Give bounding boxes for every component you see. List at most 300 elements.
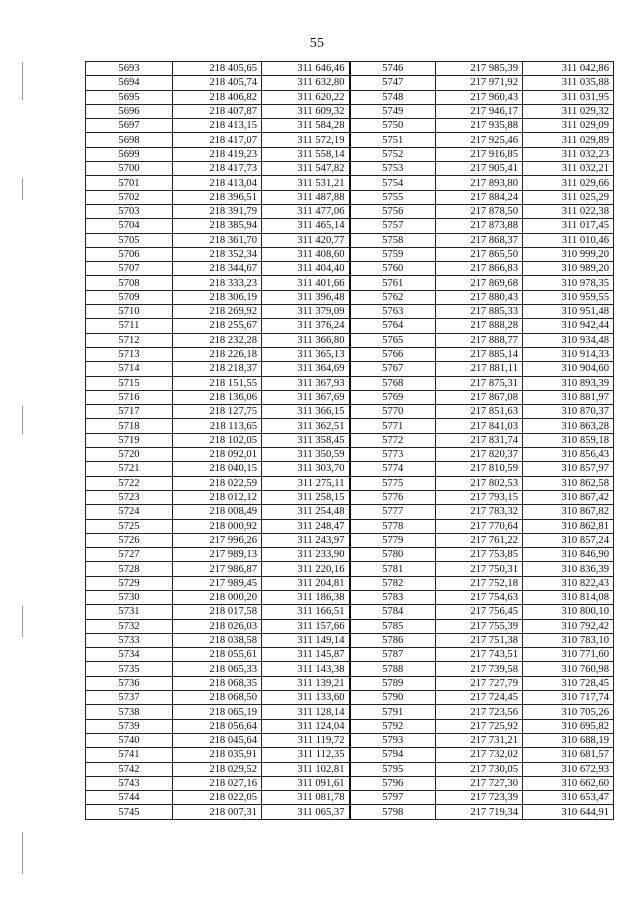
x-coordinate-cell: 218 029,52 <box>173 762 262 776</box>
x-coordinate-cell: 217 875,31 <box>436 376 523 390</box>
point-number-cell: 5763 <box>350 305 436 319</box>
point-number-cell: 5723 <box>86 490 173 504</box>
x-coordinate-cell: 218 007,31 <box>173 805 262 819</box>
point-number-cell: 5760 <box>350 262 436 276</box>
y-coordinate-cell: 311 128,14 <box>262 705 350 719</box>
table-row <box>86 733 614 747</box>
point-number-cell: 5707 <box>86 262 173 276</box>
y-coordinate-cell: 311 133,60 <box>262 691 350 705</box>
x-coordinate-cell: 217 867,08 <box>436 390 523 404</box>
point-number-cell: 5695 <box>86 90 173 104</box>
x-coordinate-cell: 217 725,92 <box>436 719 523 733</box>
y-coordinate-cell: 310 999,20 <box>523 247 614 261</box>
y-coordinate-cell: 311 233,90 <box>262 548 350 562</box>
y-coordinate-cell: 311 035,88 <box>523 76 614 90</box>
x-coordinate-cell: 218 406,82 <box>173 90 262 104</box>
point-number-cell: 5708 <box>86 276 173 290</box>
y-coordinate-cell: 311 029,09 <box>523 119 614 133</box>
y-coordinate-cell: 311 248,47 <box>262 519 350 533</box>
x-coordinate-cell: 217 755,39 <box>436 619 523 633</box>
y-coordinate-cell: 311 477,06 <box>262 204 350 218</box>
y-coordinate-cell: 310 857,97 <box>523 462 614 476</box>
table-row <box>86 305 614 319</box>
x-coordinate-cell: 217 888,28 <box>436 319 523 333</box>
table-row <box>86 333 614 347</box>
point-number-cell: 5733 <box>86 633 173 647</box>
x-coordinate-cell: 217 960,43 <box>436 90 523 104</box>
margin-mark <box>22 832 23 874</box>
point-number-cell: 5693 <box>86 62 173 76</box>
y-coordinate-cell: 310 783,10 <box>523 633 614 647</box>
table-row <box>86 562 614 576</box>
table-row <box>86 433 614 447</box>
y-coordinate-cell: 311 531,21 <box>262 176 350 190</box>
x-coordinate-cell: 217 986,87 <box>173 562 262 576</box>
x-coordinate-cell: 217 866,83 <box>436 262 523 276</box>
point-number-cell: 5746 <box>350 62 436 76</box>
point-number-cell: 5737 <box>86 691 173 705</box>
x-coordinate-cell: 217 753,85 <box>436 548 523 562</box>
x-coordinate-cell: 218 413,15 <box>173 119 262 133</box>
point-number-cell: 5736 <box>86 676 173 690</box>
table-row <box>86 691 614 705</box>
y-coordinate-cell: 310 695,82 <box>523 719 614 733</box>
point-number-cell: 5714 <box>86 362 173 376</box>
x-coordinate-cell: 218 038,58 <box>173 633 262 647</box>
y-coordinate-cell: 311 572,19 <box>262 133 350 147</box>
x-coordinate-cell: 217 971,92 <box>436 76 523 90</box>
y-coordinate-cell: 310 792,42 <box>523 619 614 633</box>
point-number-cell: 5728 <box>86 562 173 576</box>
point-number-cell: 5755 <box>350 190 436 204</box>
x-coordinate-cell: 218 022,05 <box>173 791 262 805</box>
y-coordinate-cell: 311 157,66 <box>262 619 350 633</box>
point-number-cell: 5798 <box>350 805 436 819</box>
point-number-cell: 5761 <box>350 276 436 290</box>
point-number-cell: 5703 <box>86 204 173 218</box>
y-coordinate-cell: 311 258,15 <box>262 490 350 504</box>
x-coordinate-cell: 217 989,45 <box>173 576 262 590</box>
x-coordinate-cell: 218 113,65 <box>173 419 262 433</box>
point-number-cell: 5796 <box>350 776 436 790</box>
x-coordinate-cell: 217 878,50 <box>436 204 523 218</box>
table-row <box>86 319 614 333</box>
point-number-cell: 5780 <box>350 548 436 562</box>
point-number-cell: 5784 <box>350 605 436 619</box>
table-row <box>86 776 614 790</box>
y-coordinate-cell: 310 881,97 <box>523 390 614 404</box>
table-row <box>86 362 614 376</box>
x-coordinate-cell: 217 905,41 <box>436 162 523 176</box>
coordinates-table-body <box>86 62 614 820</box>
point-number-cell: 5759 <box>350 247 436 261</box>
point-number-cell: 5788 <box>350 662 436 676</box>
y-coordinate-cell: 311 119,72 <box>262 733 350 747</box>
point-number-cell: 5741 <box>86 748 173 762</box>
point-number-cell: 5722 <box>86 476 173 490</box>
point-number-cell: 5716 <box>86 390 173 404</box>
x-coordinate-cell: 217 880,43 <box>436 290 523 304</box>
point-number-cell: 5715 <box>86 376 173 390</box>
table-row <box>86 204 614 218</box>
table-row <box>86 448 614 462</box>
point-number-cell: 5743 <box>86 776 173 790</box>
x-coordinate-cell: 218 407,87 <box>173 104 262 118</box>
x-coordinate-cell: 217 851,63 <box>436 405 523 419</box>
point-number-cell: 5731 <box>86 605 173 619</box>
x-coordinate-cell: 217 820,37 <box>436 448 523 462</box>
point-number-cell: 5768 <box>350 376 436 390</box>
point-number-cell: 5727 <box>86 548 173 562</box>
y-coordinate-cell: 311 042,86 <box>523 62 614 76</box>
y-coordinate-cell: 310 800,10 <box>523 605 614 619</box>
x-coordinate-cell: 218 022,59 <box>173 476 262 490</box>
point-number-cell: 5740 <box>86 733 173 747</box>
x-coordinate-cell: 217 732,02 <box>436 748 523 762</box>
x-coordinate-cell: 217 743,51 <box>436 648 523 662</box>
table-row <box>86 276 614 290</box>
y-coordinate-cell: 311 017,45 <box>523 219 614 233</box>
point-number-cell: 5749 <box>350 104 436 118</box>
point-number-cell: 5696 <box>86 104 173 118</box>
x-coordinate-cell: 218 092,01 <box>173 448 262 462</box>
point-number-cell: 5745 <box>86 805 173 819</box>
point-number-cell: 5744 <box>86 791 173 805</box>
y-coordinate-cell: 310 717,74 <box>523 691 614 705</box>
margin-mark <box>22 405 23 435</box>
point-number-cell: 5701 <box>86 176 173 190</box>
x-coordinate-cell: 218 012,12 <box>173 490 262 504</box>
y-coordinate-cell: 310 914,33 <box>523 347 614 361</box>
y-coordinate-cell: 310 705,26 <box>523 705 614 719</box>
point-number-cell: 5710 <box>86 305 173 319</box>
y-coordinate-cell: 311 358,45 <box>262 433 350 447</box>
x-coordinate-cell: 217 727,30 <box>436 776 523 790</box>
table-row <box>86 190 614 204</box>
y-coordinate-cell: 311 420,77 <box>262 233 350 247</box>
y-coordinate-cell: 311 204,81 <box>262 576 350 590</box>
x-coordinate-cell: 218 405,65 <box>173 62 262 76</box>
table-row <box>86 390 614 404</box>
table-row <box>86 505 614 519</box>
x-coordinate-cell: 217 783,32 <box>436 505 523 519</box>
table-row <box>86 633 614 647</box>
point-number-cell: 5697 <box>86 119 173 133</box>
point-number-cell: 5782 <box>350 576 436 590</box>
table-row <box>86 605 614 619</box>
x-coordinate-cell: 218 396,51 <box>173 190 262 204</box>
table-row <box>86 519 614 533</box>
table-row <box>86 548 614 562</box>
x-coordinate-cell: 217 751,38 <box>436 633 523 647</box>
y-coordinate-cell: 310 859,18 <box>523 433 614 447</box>
x-coordinate-cell: 218 035,91 <box>173 748 262 762</box>
point-number-cell: 5726 <box>86 533 173 547</box>
y-coordinate-cell: 310 959,55 <box>523 290 614 304</box>
table-row <box>86 419 614 433</box>
point-number-cell: 5769 <box>350 390 436 404</box>
x-coordinate-cell: 217 727,79 <box>436 676 523 690</box>
point-number-cell: 5718 <box>86 419 173 433</box>
x-coordinate-cell: 217 761,22 <box>436 533 523 547</box>
table-row <box>86 119 614 133</box>
x-coordinate-cell: 218 255,67 <box>173 319 262 333</box>
x-coordinate-cell: 217 893,80 <box>436 176 523 190</box>
x-coordinate-cell: 217 841,03 <box>436 419 523 433</box>
y-coordinate-cell: 311 465,14 <box>262 219 350 233</box>
y-coordinate-cell: 310 870,37 <box>523 405 614 419</box>
table-row <box>86 176 614 190</box>
table-row <box>86 805 614 819</box>
x-coordinate-cell: 217 739,58 <box>436 662 523 676</box>
y-coordinate-cell: 311 367,69 <box>262 390 350 404</box>
point-number-cell: 5764 <box>350 319 436 333</box>
point-number-cell: 5778 <box>350 519 436 533</box>
y-coordinate-cell: 310 771,60 <box>523 648 614 662</box>
x-coordinate-cell: 217 888,77 <box>436 333 523 347</box>
point-number-cell: 5770 <box>350 405 436 419</box>
y-coordinate-cell: 310 951,48 <box>523 305 614 319</box>
point-number-cell: 5776 <box>350 490 436 504</box>
point-number-cell: 5772 <box>350 433 436 447</box>
point-number-cell: 5794 <box>350 748 436 762</box>
y-coordinate-cell: 311 366,15 <box>262 405 350 419</box>
point-number-cell: 5795 <box>350 762 436 776</box>
table-row <box>86 648 614 662</box>
y-coordinate-cell: 310 862,58 <box>523 476 614 490</box>
table-row <box>86 376 614 390</box>
point-number-cell: 5700 <box>86 162 173 176</box>
table-row <box>86 719 614 733</box>
y-coordinate-cell: 310 822,43 <box>523 576 614 590</box>
point-number-cell: 5787 <box>350 648 436 662</box>
x-coordinate-cell: 217 770,64 <box>436 519 523 533</box>
x-coordinate-cell: 217 793,15 <box>436 490 523 504</box>
coordinates-table <box>85 61 614 820</box>
point-number-cell: 5719 <box>86 433 173 447</box>
table-row <box>86 576 614 590</box>
point-number-cell: 5756 <box>350 204 436 218</box>
y-coordinate-cell: 311 609,32 <box>262 104 350 118</box>
y-coordinate-cell: 311 081,78 <box>262 791 350 805</box>
point-number-cell: 5753 <box>350 162 436 176</box>
y-coordinate-cell: 310 681,57 <box>523 748 614 762</box>
x-coordinate-cell: 217 916,85 <box>436 147 523 161</box>
table-row <box>86 791 614 805</box>
table-row <box>86 104 614 118</box>
y-coordinate-cell: 310 863,28 <box>523 419 614 433</box>
point-number-cell: 5705 <box>86 233 173 247</box>
table-row <box>86 705 614 719</box>
y-coordinate-cell: 310 653,47 <box>523 791 614 805</box>
point-number-cell: 5781 <box>350 562 436 576</box>
y-coordinate-cell: 310 904,60 <box>523 362 614 376</box>
point-number-cell: 5777 <box>350 505 436 519</box>
x-coordinate-cell: 217 873,88 <box>436 219 523 233</box>
point-number-cell: 5786 <box>350 633 436 647</box>
y-coordinate-cell: 311 139,21 <box>262 676 350 690</box>
x-coordinate-cell: 218 017,58 <box>173 605 262 619</box>
y-coordinate-cell: 311 366,80 <box>262 333 350 347</box>
x-coordinate-cell: 217 724,45 <box>436 691 523 705</box>
point-number-cell: 5698 <box>86 133 173 147</box>
y-coordinate-cell: 311 487,88 <box>262 190 350 204</box>
point-number-cell: 5712 <box>86 333 173 347</box>
table-row <box>86 462 614 476</box>
y-coordinate-cell: 311 275,11 <box>262 476 350 490</box>
x-coordinate-cell: 217 723,56 <box>436 705 523 719</box>
x-coordinate-cell: 217 881,11 <box>436 362 523 376</box>
y-coordinate-cell: 310 672,93 <box>523 762 614 776</box>
x-coordinate-cell: 217 723,39 <box>436 791 523 805</box>
table-row <box>86 590 614 604</box>
x-coordinate-cell: 218 269,92 <box>173 305 262 319</box>
point-number-cell: 5790 <box>350 691 436 705</box>
table-row <box>86 676 614 690</box>
y-coordinate-cell: 311 031,95 <box>523 90 614 104</box>
y-coordinate-cell: 310 862,81 <box>523 519 614 533</box>
y-coordinate-cell: 310 644,91 <box>523 805 614 819</box>
y-coordinate-cell: 311 091,61 <box>262 776 350 790</box>
y-coordinate-cell: 311 558,14 <box>262 147 350 161</box>
y-coordinate-cell: 310 893,39 <box>523 376 614 390</box>
x-coordinate-cell: 218 218,37 <box>173 362 262 376</box>
x-coordinate-cell: 218 226,18 <box>173 347 262 361</box>
point-number-cell: 5734 <box>86 648 173 662</box>
x-coordinate-cell: 218 306,19 <box>173 290 262 304</box>
x-coordinate-cell: 217 754,63 <box>436 590 523 604</box>
point-number-cell: 5735 <box>86 662 173 676</box>
point-number-cell: 5732 <box>86 619 173 633</box>
point-number-cell: 5752 <box>350 147 436 161</box>
y-coordinate-cell: 310 867,82 <box>523 505 614 519</box>
point-number-cell: 5773 <box>350 448 436 462</box>
y-coordinate-cell: 311 364,69 <box>262 362 350 376</box>
y-coordinate-cell: 311 396,48 <box>262 290 350 304</box>
x-coordinate-cell: 218 419,23 <box>173 147 262 161</box>
x-coordinate-cell: 218 413,04 <box>173 176 262 190</box>
y-coordinate-cell: 311 029,66 <box>523 176 614 190</box>
point-number-cell: 5699 <box>86 147 173 161</box>
y-coordinate-cell: 311 022,38 <box>523 204 614 218</box>
y-coordinate-cell: 311 362,51 <box>262 419 350 433</box>
table-row <box>86 147 614 161</box>
point-number-cell: 5779 <box>350 533 436 547</box>
x-coordinate-cell: 218 068,35 <box>173 676 262 690</box>
point-number-cell: 5711 <box>86 319 173 333</box>
point-number-cell: 5766 <box>350 347 436 361</box>
point-number-cell: 5739 <box>86 719 173 733</box>
x-coordinate-cell: 218 000,20 <box>173 590 262 604</box>
x-coordinate-cell: 218 008,49 <box>173 505 262 519</box>
y-coordinate-cell: 311 112,35 <box>262 748 350 762</box>
point-number-cell: 5792 <box>350 719 436 733</box>
x-coordinate-cell: 217 885,33 <box>436 305 523 319</box>
y-coordinate-cell: 311 350,59 <box>262 448 350 462</box>
point-number-cell: 5729 <box>86 576 173 590</box>
x-coordinate-cell: 218 045,64 <box>173 733 262 747</box>
x-coordinate-cell: 218 352,34 <box>173 247 262 261</box>
table-row <box>86 62 614 76</box>
y-coordinate-cell: 310 662,60 <box>523 776 614 790</box>
x-coordinate-cell: 218 333,23 <box>173 276 262 290</box>
point-number-cell: 5724 <box>86 505 173 519</box>
x-coordinate-cell: 217 885,14 <box>436 347 523 361</box>
point-number-cell: 5771 <box>350 419 436 433</box>
y-coordinate-cell: 311 404,40 <box>262 262 350 276</box>
point-number-cell: 5725 <box>86 519 173 533</box>
y-coordinate-cell: 311 547,82 <box>262 162 350 176</box>
x-coordinate-cell: 218 391,79 <box>173 204 262 218</box>
table-row <box>86 762 614 776</box>
point-number-cell: 5775 <box>350 476 436 490</box>
x-coordinate-cell: 217 985,39 <box>436 62 523 76</box>
point-number-cell: 5757 <box>350 219 436 233</box>
table-row <box>86 748 614 762</box>
y-coordinate-cell: 310 846,90 <box>523 548 614 562</box>
point-number-cell: 5754 <box>350 176 436 190</box>
x-coordinate-cell: 218 056,64 <box>173 719 262 733</box>
point-number-cell: 5785 <box>350 619 436 633</box>
point-number-cell: 5748 <box>350 90 436 104</box>
x-coordinate-cell: 218 102,05 <box>173 433 262 447</box>
x-coordinate-cell: 217 831,74 <box>436 433 523 447</box>
table-row <box>86 233 614 247</box>
y-coordinate-cell: 311 243,97 <box>262 533 350 547</box>
x-coordinate-cell: 218 055,61 <box>173 648 262 662</box>
y-coordinate-cell: 311 408,60 <box>262 247 350 261</box>
y-coordinate-cell: 311 025,29 <box>523 190 614 204</box>
x-coordinate-cell: 217 730,05 <box>436 762 523 776</box>
x-coordinate-cell: 218 417,07 <box>173 133 262 147</box>
y-coordinate-cell: 310 814,08 <box>523 590 614 604</box>
y-coordinate-cell: 311 032,23 <box>523 147 614 161</box>
margin-mark <box>22 605 23 637</box>
table-row <box>86 90 614 104</box>
x-coordinate-cell: 218 405,74 <box>173 76 262 90</box>
x-coordinate-cell: 218 232,28 <box>173 333 262 347</box>
x-coordinate-cell: 217 802,53 <box>436 476 523 490</box>
x-coordinate-cell: 217 925,46 <box>436 133 523 147</box>
y-coordinate-cell: 311 149,14 <box>262 633 350 647</box>
y-coordinate-cell: 311 367,93 <box>262 376 350 390</box>
point-number-cell: 5797 <box>350 791 436 805</box>
y-coordinate-cell: 311 303,70 <box>262 462 350 476</box>
x-coordinate-cell: 217 756,45 <box>436 605 523 619</box>
table-row <box>86 162 614 176</box>
x-coordinate-cell: 217 935,88 <box>436 119 523 133</box>
y-coordinate-cell: 311 124,04 <box>262 719 350 733</box>
x-coordinate-cell: 218 026,03 <box>173 619 262 633</box>
y-coordinate-cell: 311 010,46 <box>523 233 614 247</box>
x-coordinate-cell: 218 417,73 <box>173 162 262 176</box>
y-coordinate-cell: 311 365,13 <box>262 347 350 361</box>
table-row <box>86 247 614 261</box>
x-coordinate-cell: 217 946,17 <box>436 104 523 118</box>
y-coordinate-cell: 311 584,28 <box>262 119 350 133</box>
point-number-cell: 5721 <box>86 462 173 476</box>
point-number-cell: 5717 <box>86 405 173 419</box>
y-coordinate-cell: 311 145,87 <box>262 648 350 662</box>
x-coordinate-cell: 217 865,50 <box>436 247 523 261</box>
table-row <box>86 290 614 304</box>
point-number-cell: 5747 <box>350 76 436 90</box>
y-coordinate-cell: 311 032,21 <box>523 162 614 176</box>
y-coordinate-cell: 311 166,51 <box>262 605 350 619</box>
y-coordinate-cell: 310 934,48 <box>523 333 614 347</box>
x-coordinate-cell: 217 810,59 <box>436 462 523 476</box>
x-coordinate-cell: 218 065,33 <box>173 662 262 676</box>
